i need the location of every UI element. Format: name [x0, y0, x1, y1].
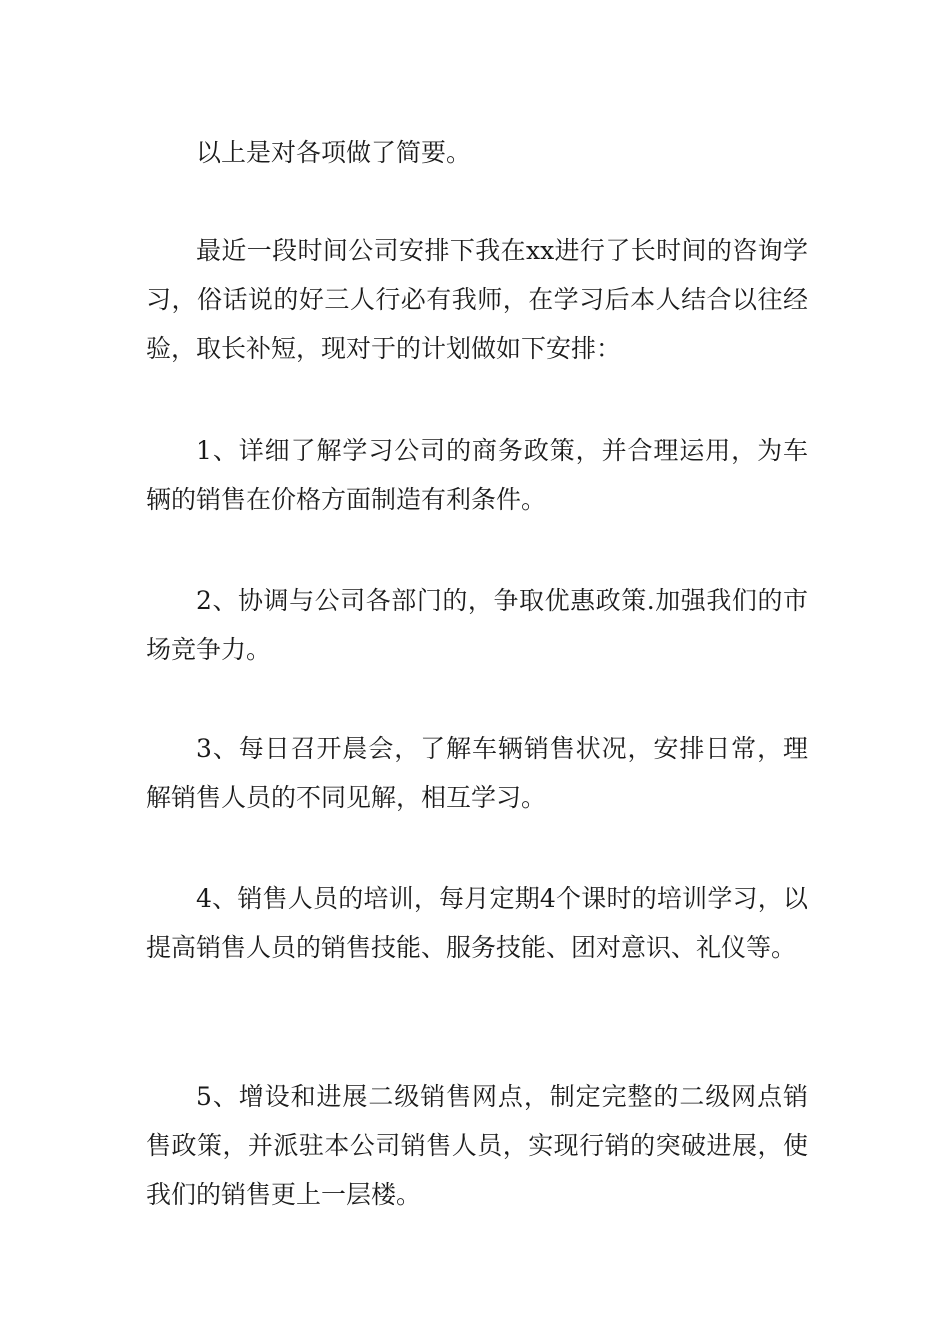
paragraph-item-3: 3、每日召开晨会，了解车辆销售状况，安排日常，理解销售人员的不同见解，相互学习。	[146, 734, 808, 812]
paragraph-intro: 最近一段时间公司安排下我在xx进行了长时间的咨询学习，俗话说的好三人行必有我师，在学习后本人结合以往经验，取长补短，现对于的计划做如下安排：	[146, 236, 808, 363]
paragraph-item-4: 4、销售人员的培训，每月定期4个课时的培训学习，以提高销售人员的销售技能、服务技能、团对意识、礼仪等。	[146, 884, 808, 962]
paragraph-item-2: 2、协调与公司各部门的，争取优惠政策.加强我们的市场竞争力。	[146, 586, 808, 664]
paragraph-item-1: 1、详细了解学习公司的商务政策，并合理运用，为车辆的销售在价格方面制造有利条件。	[146, 436, 808, 514]
paragraph-summary: 以上是对各项做了简要。	[196, 138, 472, 167]
paragraph-item-5: 5、增设和进展二级销售网点，制定完整的二级网点销售政策，并派驻本公司销售人员，实现行销的突破进展，使我们的销售更上一层楼。	[146, 1082, 808, 1209]
